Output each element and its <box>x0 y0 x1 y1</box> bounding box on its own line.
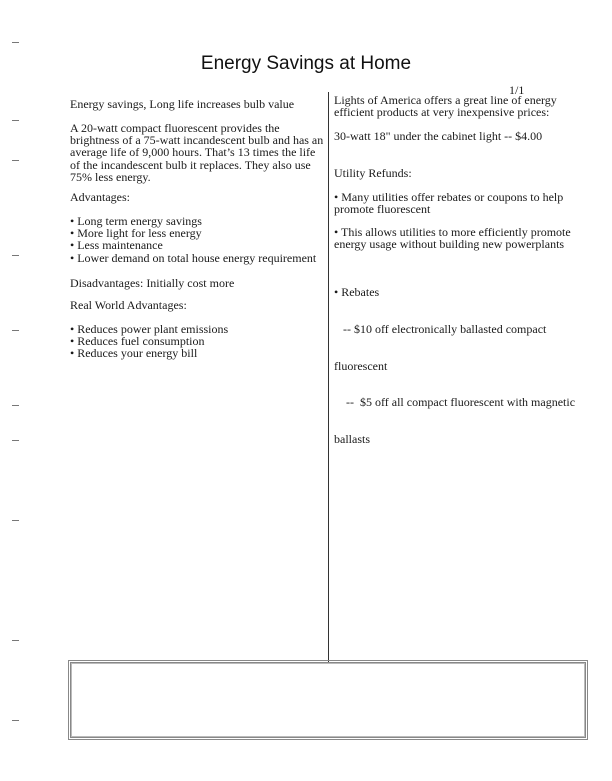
refunds-label: Utility Refunds: <box>334 166 412 180</box>
list-item: • Long term energy savings <box>70 214 202 228</box>
text-line: of the incandescent bulb it replaces. They also use <box>70 157 311 172</box>
advantages-label: Advantages: <box>70 190 130 204</box>
text-line: promote fluorescent <box>334 202 431 217</box>
list-item: • More light for less energy <box>70 226 202 241</box>
text-line: • Rebates <box>334 285 380 300</box>
scan-mark <box>12 160 19 161</box>
page-number: 1/1 <box>509 83 525 97</box>
scan-mark <box>12 440 19 441</box>
list-item: • Reduces power plant emissions <box>70 322 229 336</box>
text-line: • Many utilities offer rebates or coupons to help <box>334 190 564 204</box>
scan-mark <box>12 120 19 121</box>
scan-mark <box>12 720 19 721</box>
product-line: 30-watt 18" under the cabinet light -- $4.00 <box>334 129 543 143</box>
text-line: brightness of a 75-watt incandescent bulb and has an <box>70 133 324 148</box>
scan-mark <box>12 42 19 43</box>
list-item: • Reduces fuel consumption <box>70 334 205 349</box>
rebates-list <box>334 262 575 469</box>
text-line: • This allows utilities to more efficiently promote <box>334 225 571 239</box>
advantages-list <box>70 215 316 264</box>
intro-paragraph <box>70 122 323 183</box>
text-line: -- $10 off electronically ballasted compact <box>334 322 547 337</box>
real-world-list <box>70 323 228 360</box>
list-item: • Less maintenance <box>70 238 163 253</box>
page-title: Energy Savings at Home <box>200 53 412 74</box>
scan-mark <box>12 520 19 521</box>
text-line: average life of 9,000 hours. That’s 13 times the life <box>70 145 316 160</box>
text-line: Lights of America offers a great line of energy <box>334 93 557 107</box>
refund-bullet-1 <box>334 191 563 215</box>
text-line: energy usage without building new powerplants <box>334 237 565 252</box>
column-divider <box>328 92 329 662</box>
real-world-label: Real World Advantages: <box>70 298 187 312</box>
notes-box <box>68 660 588 740</box>
text-line: -- $5 off all compact fluorescent with magnetic <box>334 395 576 410</box>
scan-mark <box>12 255 19 256</box>
list-item: • Lower demand on total house energy requirement <box>70 250 317 265</box>
scan-mark <box>12 405 19 406</box>
text-line: A 20-watt compact fluorescent provides the <box>70 121 280 135</box>
text-line: 75% less energy. <box>70 169 151 184</box>
list-item: • Reduces your energy bill <box>70 346 198 361</box>
text-line: ballasts <box>334 431 370 446</box>
text-line: fluorescent <box>334 358 388 373</box>
scan-mark <box>12 640 19 641</box>
right-intro <box>334 94 557 118</box>
left-heading: Energy savings, Long life increases bulb value <box>70 97 295 111</box>
scan-mark <box>12 330 19 331</box>
refund-bullet-2 <box>334 226 571 250</box>
disadvantages: Disadvantages: Initially cost more <box>70 276 235 290</box>
text-line: efficient products at very inexpensive prices: <box>334 105 550 120</box>
